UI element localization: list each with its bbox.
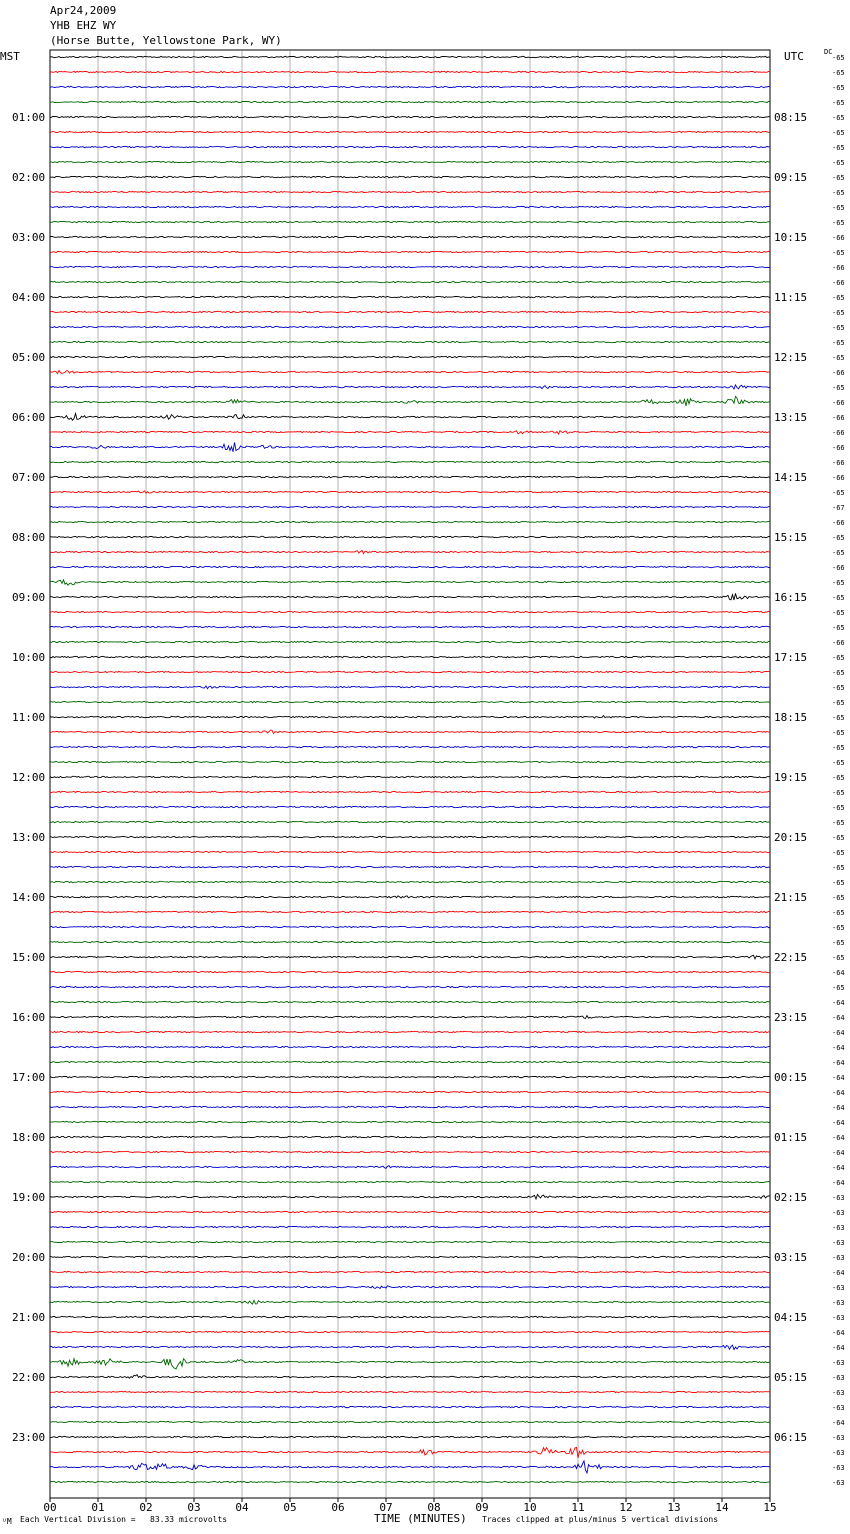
- mst-hour-label: 20:00: [12, 1251, 46, 1264]
- trace-line: [50, 866, 770, 867]
- utc-hour-label: 08:15: [774, 111, 808, 124]
- mst-hour-label: 13:00: [12, 831, 46, 844]
- dc-offset-label: -65: [832, 759, 845, 767]
- trace-line: [50, 896, 770, 898]
- trace-line: [50, 656, 770, 657]
- dc-offset-label: -63: [832, 1449, 845, 1457]
- trace-line: [50, 1316, 770, 1317]
- trace-line: [50, 1106, 770, 1107]
- dc-offset-label: -66: [832, 519, 845, 527]
- utc-hour-label: 06:15: [774, 1431, 808, 1444]
- dc-offset-label: -65: [832, 909, 845, 917]
- trace-line: [50, 1481, 770, 1482]
- dc-offset-label: -63: [832, 1479, 845, 1487]
- utc-hour-label: 21:15: [774, 891, 808, 904]
- trace-line: [50, 431, 770, 434]
- trace-line: [50, 986, 770, 987]
- trace-line: [50, 881, 770, 882]
- utc-hour-label: 03:15: [774, 1251, 808, 1264]
- dc-offset-label: -65: [832, 69, 845, 77]
- dc-offset-label: -65: [832, 864, 845, 872]
- x-tick-label: 01: [91, 1501, 105, 1514]
- trace-line: [50, 326, 770, 327]
- dc-offset-label: -65: [832, 879, 845, 887]
- dc-offset-label: -65: [832, 204, 845, 212]
- mst-hour-label: 22:00: [12, 1371, 46, 1384]
- dc-offset-label: -65: [832, 84, 845, 92]
- trace-line: [50, 1448, 770, 1458]
- dc-offset-label: -65: [832, 129, 845, 137]
- trace-line: [50, 491, 770, 493]
- trace-line: [50, 701, 770, 702]
- dc-offset-label: -65: [832, 849, 845, 857]
- mst-axis-label: MST: [0, 50, 20, 63]
- trace-line: [50, 1241, 770, 1242]
- trace-line: [50, 266, 770, 267]
- dc-offset-label: -65: [832, 534, 845, 542]
- dc-offset-label: -63: [832, 1404, 845, 1412]
- dc-offset-label: -64: [832, 1044, 845, 1052]
- dc-offset-label: -65: [832, 609, 845, 617]
- dc-offset-label: -65: [832, 714, 845, 722]
- trace-line: [50, 1151, 770, 1152]
- utc-hour-label: 17:15: [774, 651, 808, 664]
- trace-line: [50, 521, 770, 522]
- x-tick-label: 09: [475, 1501, 489, 1514]
- dc-offset-label: -64: [832, 1119, 845, 1127]
- trace-line: [50, 611, 770, 612]
- trace-line: [50, 56, 770, 57]
- dc-offset-label: -66: [832, 414, 845, 422]
- dc-offset-label: -65: [832, 804, 845, 812]
- mst-hour-label: 10:00: [12, 651, 46, 664]
- trace-line: [50, 1091, 770, 1092]
- trace-line: [50, 580, 770, 585]
- dc-offset-label: -65: [832, 984, 845, 992]
- x-tick-label: 07: [379, 1501, 393, 1514]
- dc-offset-label: -64: [832, 1104, 845, 1112]
- trace-line: [50, 71, 770, 72]
- x-tick-label: 13: [667, 1501, 681, 1514]
- dc-offset-label: -63: [832, 1464, 845, 1472]
- logo-mark: ᵁM: [2, 1517, 12, 1526]
- dc-offset-label: -63: [832, 1374, 845, 1382]
- trace-line: [50, 281, 770, 282]
- dc-offset-label: -65: [832, 339, 845, 347]
- trace-line: [50, 370, 770, 373]
- trace-line: [50, 641, 770, 642]
- x-tick-label: 02: [139, 1501, 153, 1514]
- mst-hour-label: 07:00: [12, 471, 46, 484]
- dc-offset-label: -65: [832, 384, 845, 392]
- trace-line: [50, 971, 770, 972]
- trace-line: [50, 1181, 770, 1182]
- dc-offset-label: -64: [832, 1179, 845, 1187]
- dc-offset-label: -65: [832, 579, 845, 587]
- dc-offset-label: -65: [832, 549, 845, 557]
- trace-line: [50, 806, 770, 807]
- dc-offset-label: -64: [832, 969, 845, 977]
- trace-line: [50, 1391, 770, 1392]
- x-tick-label: 11: [571, 1501, 585, 1514]
- trace-line: [50, 746, 770, 747]
- dc-offset-label: -64: [832, 1089, 845, 1097]
- trace-line: [50, 1421, 770, 1422]
- trace-line: [50, 1256, 770, 1257]
- trace-line: [50, 101, 770, 102]
- dc-offset-label: -65: [832, 789, 845, 797]
- dc-offset-label: -64: [832, 1329, 845, 1337]
- dc-offset-label: -63: [832, 1434, 845, 1442]
- trace-line: [50, 146, 770, 147]
- x-tick-label: 10: [523, 1501, 537, 1514]
- dc-offset-label: -64: [832, 1149, 845, 1157]
- dc-offset-label: -63: [832, 1284, 845, 1292]
- x-tick-label: 06: [331, 1501, 345, 1514]
- dc-offset-label: -63: [832, 1389, 845, 1397]
- dc-offset-label: -63: [832, 1209, 845, 1217]
- trace-line: [50, 236, 770, 237]
- dc-offset-label: -64: [832, 1419, 845, 1427]
- trace-line: [50, 414, 770, 421]
- trace-line: [50, 1436, 770, 1437]
- trace-line: [50, 1226, 770, 1227]
- dc-offset-label: -65: [832, 774, 845, 782]
- dc-offset-label: -65: [832, 174, 845, 182]
- dc-offset-label: -64: [832, 1059, 845, 1067]
- dc-offset-label: -65: [832, 114, 845, 122]
- trace-line: [50, 821, 770, 822]
- clip-note: Traces clipped at plus/minus 5 vertical divisions: [482, 1515, 719, 1524]
- mst-hour-label: 17:00: [12, 1071, 46, 1084]
- date-label: Apr24,2009: [50, 4, 117, 17]
- mst-hour-label: 03:00: [12, 231, 46, 244]
- utc-hour-label: 13:15: [774, 411, 808, 424]
- trace-line: [50, 1016, 770, 1019]
- dc-offset-label: -63: [832, 1359, 845, 1367]
- dc-offset-label: -65: [832, 819, 845, 827]
- trace-line: [50, 1211, 770, 1212]
- trace-line: [50, 730, 770, 733]
- dc-offset-label: -65: [832, 744, 845, 752]
- dc-offset-label: -66: [832, 234, 845, 242]
- trace-line: [50, 385, 770, 389]
- mst-hour-label: 11:00: [12, 711, 46, 724]
- utc-hour-label: 00:15: [774, 1071, 808, 1084]
- mst-hour-label: 12:00: [12, 771, 46, 784]
- trace-line: [50, 442, 770, 451]
- trace-line: [50, 566, 770, 567]
- dc-offset-label: -66: [832, 279, 845, 287]
- trace-line: [50, 716, 770, 719]
- trace-line: [50, 851, 770, 852]
- dc-offset-label: -67: [832, 504, 845, 512]
- dc-offset-label: -65: [832, 954, 845, 962]
- utc-hour-label: 14:15: [774, 471, 808, 484]
- trace-line: [50, 206, 770, 207]
- mst-hour-label: 08:00: [12, 531, 46, 544]
- x-tick-label: 08: [427, 1501, 441, 1514]
- dc-offset-label: -66: [832, 369, 845, 377]
- trace-line: [50, 536, 770, 537]
- utc-hour-label: 11:15: [774, 291, 808, 304]
- dc-offset-label: -66: [832, 474, 845, 482]
- dc-offset-label: -63: [832, 1299, 845, 1307]
- mst-hour-label: 09:00: [12, 591, 46, 604]
- x-tick-label: 03: [187, 1501, 201, 1514]
- utc-hour-label: 16:15: [774, 591, 808, 604]
- trace-line: [50, 1001, 770, 1002]
- dc-offset-label: -65: [832, 219, 845, 227]
- utc-hour-label: 18:15: [774, 711, 808, 724]
- dc-offset-label: -65: [832, 894, 845, 902]
- utc-hour-label: 09:15: [774, 171, 808, 184]
- dc-offset-label: -66: [832, 459, 845, 467]
- trace-line: [50, 686, 770, 689]
- dc-offset-label: -65: [832, 309, 845, 317]
- trace-line: [50, 955, 770, 959]
- trace-line: [50, 131, 770, 132]
- mst-hour-label: 21:00: [12, 1311, 46, 1324]
- x-tick-label: 14: [715, 1501, 729, 1514]
- x-tick-label: 12: [619, 1501, 633, 1514]
- trace-line: [50, 176, 770, 177]
- utc-hour-label: 15:15: [774, 531, 808, 544]
- x-tick-label: 04: [235, 1501, 249, 1514]
- dc-offset-label: -63: [832, 1194, 845, 1202]
- mst-hour-label: 02:00: [12, 171, 46, 184]
- mst-hour-label: 06:00: [12, 411, 46, 424]
- dc-offset-label: -66: [832, 639, 845, 647]
- dc-offset-label: -65: [832, 654, 845, 662]
- station-label: YHB EHZ WY: [50, 19, 117, 32]
- trace-line: [50, 1076, 770, 1077]
- trace-line: [50, 311, 770, 312]
- x-tick-label: 15: [763, 1501, 777, 1514]
- dc-offset-label: -65: [832, 99, 845, 107]
- trace-line: [50, 1166, 770, 1169]
- dc-offset-label: -65: [832, 489, 845, 497]
- utc-hour-label: 10:15: [774, 231, 808, 244]
- dc-offset-label: -63: [832, 1224, 845, 1232]
- trace-line: [50, 1031, 770, 1032]
- trace-line: [50, 926, 770, 927]
- trace-line: [50, 593, 770, 600]
- utc-hour-label: 23:15: [774, 1011, 808, 1024]
- trace-line: [50, 1046, 770, 1047]
- mst-hour-label: 14:00: [12, 891, 46, 904]
- scale-note: Each Vertical Division = 83.33 microvolts: [20, 1515, 228, 1524]
- trace-line: [50, 1271, 770, 1272]
- trace-line: [50, 116, 770, 117]
- trace-line: [50, 476, 770, 477]
- trace-line: [50, 341, 770, 342]
- utc-hour-label: 22:15: [774, 951, 808, 964]
- trace-line: [50, 1286, 770, 1289]
- trace-line: [50, 941, 770, 942]
- trace-line: [50, 356, 770, 357]
- dc-offset-label: -64: [832, 1134, 845, 1142]
- dc-offset-label: -66: [832, 264, 845, 272]
- trace-line: [50, 1136, 770, 1137]
- trace-line: [50, 550, 770, 553]
- trace-line: [50, 626, 770, 627]
- dc-offset-label: -63: [832, 1239, 845, 1247]
- dc-offset-label: -66: [832, 564, 845, 572]
- x-axis-title: TIME (MINUTES): [374, 1512, 467, 1525]
- dc-offset-label: -64: [832, 1164, 845, 1172]
- dc-offset-label: -64: [832, 999, 845, 1007]
- mst-hour-label: 16:00: [12, 1011, 46, 1024]
- dc-offset-label: -65: [832, 939, 845, 947]
- trace-line: [50, 161, 770, 162]
- utc-hour-label: 02:15: [774, 1191, 808, 1204]
- mst-hour-label: 01:00: [12, 111, 46, 124]
- utc-hour-label: 19:15: [774, 771, 808, 784]
- x-tick-label: 05: [283, 1501, 297, 1514]
- dc-offset-label: -64: [832, 1074, 845, 1082]
- mst-hour-label: 23:00: [12, 1431, 46, 1444]
- dc-offset-label: -65: [832, 189, 845, 197]
- dc-offset-label: -65: [832, 249, 845, 257]
- mst-hour-label: 18:00: [12, 1131, 46, 1144]
- dc-offset-label: -65: [832, 729, 845, 737]
- trace-line: [50, 191, 770, 192]
- trace-line: [50, 1300, 770, 1304]
- trace-line: [50, 761, 770, 762]
- dc-offset-label: -65: [832, 684, 845, 692]
- trace-line: [50, 1345, 770, 1349]
- x-tick-label: 00: [43, 1501, 57, 1514]
- dc-offset-label: -65: [832, 624, 845, 632]
- trace-line: [50, 671, 770, 672]
- mst-hour-label: 19:00: [12, 1191, 46, 1204]
- trace-line: [50, 396, 770, 406]
- dc-offset-label: -65: [832, 294, 845, 302]
- dc-offset-label: -65: [832, 699, 845, 707]
- trace-line: [50, 506, 770, 507]
- trace-line: [50, 461, 770, 462]
- trace-line: [50, 251, 770, 252]
- dc-offset-label: -64: [832, 1269, 845, 1277]
- utc-hour-label: 04:15: [774, 1311, 808, 1324]
- trace-line: [50, 1461, 770, 1473]
- trace-line: [50, 221, 770, 222]
- trace-line: [50, 1359, 770, 1369]
- utc-axis-label: UTC: [784, 50, 804, 63]
- dc-offset-label: -63: [832, 1314, 845, 1322]
- mst-hour-label: 05:00: [12, 351, 46, 364]
- location-label: (Horse Butte, Yellowstone Park, WY): [50, 34, 282, 47]
- trace-line: [50, 1121, 770, 1122]
- dc-offset-label: -65: [832, 324, 845, 332]
- dc-offset-label: -65: [832, 924, 845, 932]
- trace-line: [50, 86, 770, 87]
- dc-offset-label: -64: [832, 1014, 845, 1022]
- trace-line: [50, 791, 770, 792]
- dc-header-label: DC: [824, 48, 833, 56]
- dc-offset-label: -66: [832, 429, 845, 437]
- trace-line: [50, 296, 770, 297]
- utc-hour-label: 05:15: [774, 1371, 808, 1384]
- trace-line: [50, 1406, 770, 1407]
- dc-offset-label: -65: [832, 54, 845, 62]
- dc-offset-label: -65: [832, 354, 845, 362]
- utc-hour-label: 01:15: [774, 1131, 808, 1144]
- dc-offset-label: -65: [832, 144, 845, 152]
- trace-line: [50, 836, 770, 837]
- utc-hour-label: 12:15: [774, 351, 808, 364]
- dc-offset-label: -65: [832, 834, 845, 842]
- trace-line: [50, 776, 770, 777]
- dc-offset-label: -65: [832, 594, 845, 602]
- trace-line: [50, 1375, 770, 1379]
- dc-offset-label: -66: [832, 444, 845, 452]
- trace-line: [50, 1061, 770, 1062]
- trace-line: [50, 1331, 770, 1332]
- trace-line: [50, 911, 770, 912]
- dc-offset-label: -64: [832, 1029, 845, 1037]
- dc-offset-label: -63: [832, 1254, 845, 1262]
- mst-hour-label: 15:00: [12, 951, 46, 964]
- trace-line: [50, 1194, 770, 1199]
- utc-hour-label: 20:15: [774, 831, 808, 844]
- dc-offset-label: -65: [832, 669, 845, 677]
- dc-offset-label: -64: [832, 1344, 845, 1352]
- mst-hour-label: 04:00: [12, 291, 46, 304]
- dc-offset-label: -65: [832, 159, 845, 167]
- dc-offset-label: -66: [832, 399, 845, 407]
